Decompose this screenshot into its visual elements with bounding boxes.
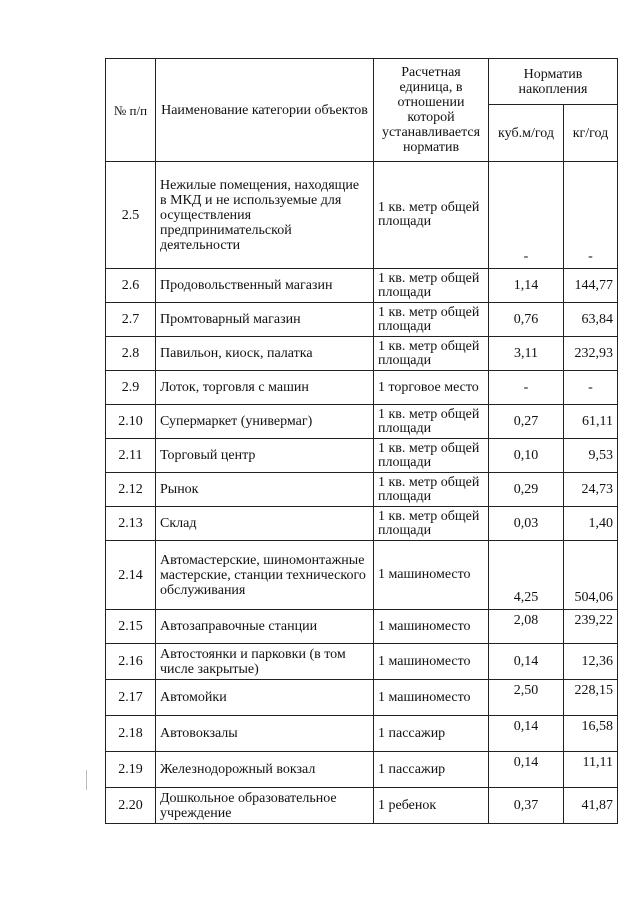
row-unit: 1 кв. метр общей площади: [374, 269, 489, 303]
table-row: [106, 303, 618, 337]
row-mass: -: [564, 162, 618, 269]
row-volume: 3,11: [489, 337, 564, 371]
table-row: [106, 269, 618, 303]
row-unit: 1 кв. метр общей площади: [374, 303, 489, 337]
row-mass: 9,53: [564, 439, 618, 473]
table-row: [106, 371, 618, 405]
row-unit: 1 кв. метр общей площади: [374, 337, 489, 371]
row-category: Торговый центр: [156, 439, 374, 473]
table-row: [106, 752, 618, 788]
scan-artifact-line: [86, 770, 87, 790]
row-unit: 1 кв. метр общей площади: [374, 405, 489, 439]
row-mass: 41,87: [564, 788, 618, 824]
row-category: Автовокзалы: [156, 716, 374, 752]
waste-norms-table: [105, 58, 618, 824]
header-mass-unit: кг/год: [564, 105, 618, 162]
row-unit: 1 кв. метр общей площади: [374, 507, 489, 541]
row-number: 2.7: [106, 303, 156, 337]
row-volume: 0,76: [489, 303, 564, 337]
header-norm-group: Норматив накопления: [489, 59, 618, 105]
row-volume: 0,14: [489, 716, 564, 752]
row-unit: 1 пассажир: [374, 716, 489, 752]
row-unit: 1 машиноместо: [374, 610, 489, 644]
row-unit: 1 машиноместо: [374, 680, 489, 716]
row-number: 2.20: [106, 788, 156, 824]
row-volume: 2,08: [489, 610, 564, 644]
table-body: [106, 162, 618, 824]
row-volume: 0,03: [489, 507, 564, 541]
table-row: [106, 337, 618, 371]
row-volume: 0,14: [489, 644, 564, 680]
table-row: [106, 680, 618, 716]
table-row: [106, 788, 618, 824]
table-row: [106, 162, 618, 269]
row-category: Автостоянки и парковки (в том числе закрытые): [156, 644, 374, 680]
row-mass: 12,36: [564, 644, 618, 680]
row-category: Промтоварный магазин: [156, 303, 374, 337]
table-row: [106, 541, 618, 610]
row-unit: 1 ребенок: [374, 788, 489, 824]
row-volume: 2,50: [489, 680, 564, 716]
row-category: Нежилые помещения, находящие в МКД и не используемые для осуществления предпринимательской деятельности: [156, 162, 374, 269]
table-row: [106, 439, 618, 473]
row-number: 2.12: [106, 473, 156, 507]
header-volume-unit: куб.м/год: [489, 105, 564, 162]
table-row: [106, 405, 618, 439]
row-number: 2.14: [106, 541, 156, 610]
table-row: [106, 716, 618, 752]
row-mass: 228,15: [564, 680, 618, 716]
row-mass: 504,06: [564, 541, 618, 610]
row-category: Автозаправочные станции: [156, 610, 374, 644]
row-number: 2.8: [106, 337, 156, 371]
row-number: 2.15: [106, 610, 156, 644]
row-number: 2.13: [106, 507, 156, 541]
row-category: Павильон, киоск, палатка: [156, 337, 374, 371]
row-category: Автомастерские, шиномонтажные мастерские, станции технического обслуживания: [156, 541, 374, 610]
table-header: [106, 59, 618, 162]
row-volume: 0,27: [489, 405, 564, 439]
row-number: 2.9: [106, 371, 156, 405]
table-row: [106, 644, 618, 680]
row-number: 2.6: [106, 269, 156, 303]
table-row: [106, 507, 618, 541]
row-unit: 1 кв. метр общей площади: [374, 473, 489, 507]
row-mass: 1,40: [564, 507, 618, 541]
row-unit: 1 машиноместо: [374, 644, 489, 680]
row-volume: 1,14: [489, 269, 564, 303]
row-unit: 1 торговое место: [374, 371, 489, 405]
row-volume: -: [489, 371, 564, 405]
row-number: 2.17: [106, 680, 156, 716]
row-category: Лоток, торговля с машин: [156, 371, 374, 405]
row-category: Продовольственный магазин: [156, 269, 374, 303]
row-number: 2.10: [106, 405, 156, 439]
table-row: [106, 473, 618, 507]
row-mass: 11,11: [564, 752, 618, 788]
row-unit: 1 кв. метр общей площади: [374, 162, 489, 269]
header-category-name: Наименование категории объектов: [156, 59, 374, 162]
row-number: 2.5: [106, 162, 156, 269]
header-number: № п/п: [106, 59, 156, 162]
row-category: Рынок: [156, 473, 374, 507]
row-mass: -: [564, 371, 618, 405]
row-number: 2.19: [106, 752, 156, 788]
row-volume: 4,25: [489, 541, 564, 610]
header-calc-unit: Расчетная единица, в отношении которой устанавливается норматив: [374, 59, 489, 162]
row-mass: 61,11: [564, 405, 618, 439]
row-number: 2.11: [106, 439, 156, 473]
row-category: Железнодорожный вокзал: [156, 752, 374, 788]
row-number: 2.16: [106, 644, 156, 680]
row-unit: 1 машиноместо: [374, 541, 489, 610]
row-volume: 0,14: [489, 752, 564, 788]
row-volume: -: [489, 162, 564, 269]
row-mass: 144,77: [564, 269, 618, 303]
row-mass: 24,73: [564, 473, 618, 507]
table-row: [106, 610, 618, 644]
row-mass: 239,22: [564, 610, 618, 644]
row-mass: 63,84: [564, 303, 618, 337]
row-category: Автомойки: [156, 680, 374, 716]
row-volume: 0,10: [489, 439, 564, 473]
row-volume: 0,29: [489, 473, 564, 507]
row-unit: 1 кв. метр общей площади: [374, 439, 489, 473]
row-mass: 232,93: [564, 337, 618, 371]
row-volume: 0,37: [489, 788, 564, 824]
header-row-top: [106, 59, 618, 105]
row-mass: 16,58: [564, 716, 618, 752]
row-number: 2.18: [106, 716, 156, 752]
row-category: Склад: [156, 507, 374, 541]
row-category: Дошкольное образовательное учреждение: [156, 788, 374, 824]
row-category: Супермаркет (универмаг): [156, 405, 374, 439]
row-unit: 1 пассажир: [374, 752, 489, 788]
